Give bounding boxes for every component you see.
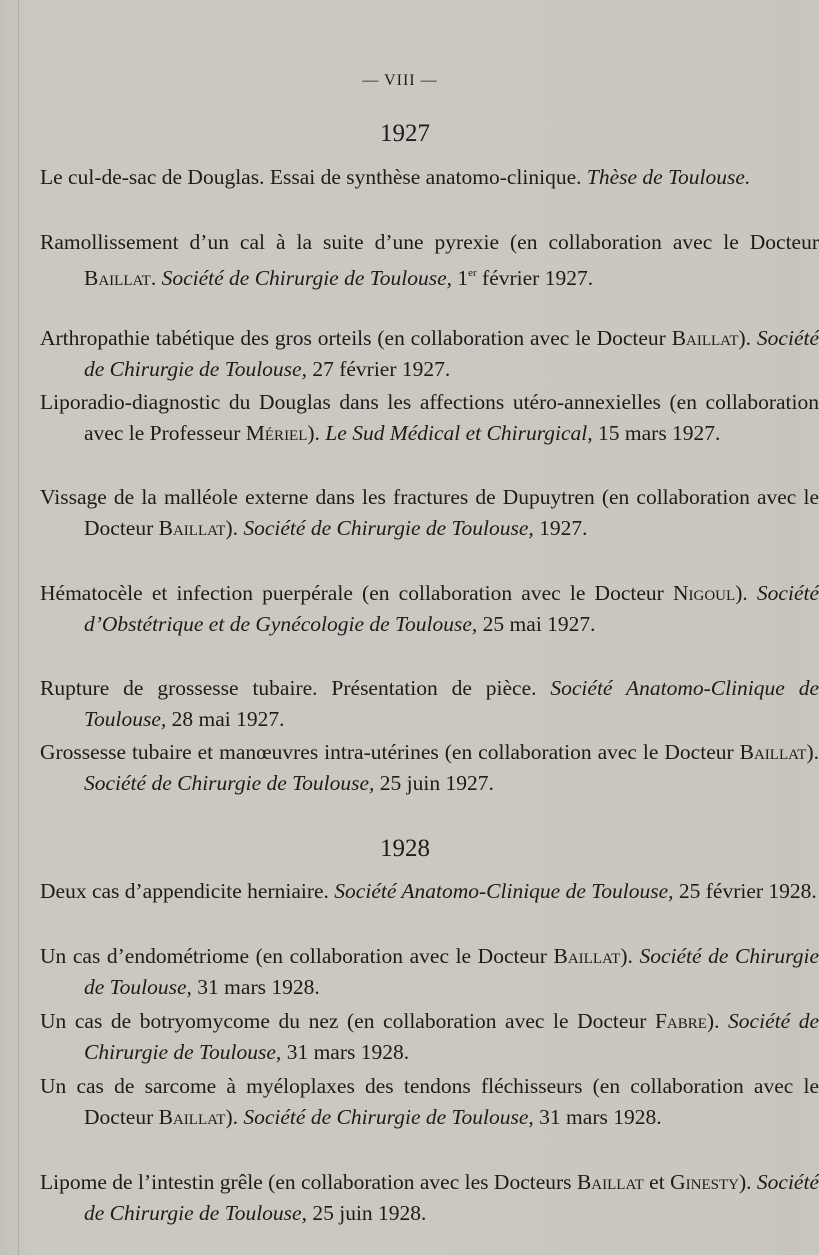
bibliography-entry: Lipome de l’intestin grêle (en collaboration avec les Docteurs Baillat et Ginesty). Société de Chirurgie de Toulouse, 25 juin 1928.	[40, 1170, 819, 1225]
bibliography-entry: Grossesse tubaire et manœuvres intra-utérines (en collaboration avec le Docteur Baillat). Société de Chirurgie de Toulouse, 25 juin 1927.	[40, 740, 819, 795]
bibliography-entry: Hématocèle et infection puerpérale (en collaboration avec le Docteur Nigoul). Société d’Obstétrique et de Gynécologie de Toulouse, 25 mai 1927.	[40, 581, 819, 636]
page-number: — VIII —	[362, 72, 438, 89]
bibliography-entry: Ramollissement d’un cal à la suite d’une pyrexie (en collaboration avec le Docteur Baillat. Société de Chirurgie de Toulouse, 1er février 1927.	[40, 230, 819, 290]
bibliography-entry: Un cas d’endométriome (en collaboration avec le Docteur Baillat). Société de Chirurgie de Toulouse, 31 mars 1928.	[40, 944, 819, 999]
bibliography-entry: Un cas de botryomycome du nez (en collaboration avec le Docteur Fabre). Société de Chirurgie de Toulouse, 31 mars 1928.	[40, 1009, 819, 1064]
bibliography-entry: Le cul-de-sac de Douglas. Essai de synthèse anatomo-clinique. Thèse de Toulouse.	[40, 165, 751, 189]
bibliography-entry: Liporadio-diagnostic du Douglas dans les affections utéro-annexielles (en collaboration avec le Professeur Mériel). Le Sud Médical et Chirurgical, 15 mars 1927.	[40, 390, 819, 445]
year-heading-1928: 1928	[380, 835, 430, 862]
year-heading-1927: 1927	[380, 120, 430, 147]
bibliography-entry: Rupture de grossesse tubaire. Présentation de pièce. Société Anatomo-Clinique de Toulouse, 28 mai 1927.	[40, 676, 819, 731]
bibliography-entry: Un cas de sarcome à myéloplaxes des tendons fléchisseurs (en collaboration avec le Docteur Baillat). Société de Chirurgie de Toulouse, 31 mars 1928.	[40, 1074, 819, 1129]
bibliography-entry: Deux cas d’appendicite herniaire. Société Anatomo-Clinique de Toulouse, 25 février 1928.	[40, 879, 817, 903]
bibliography-entry: Arthropathie tabétique des gros orteils (en collaboration avec le Docteur Baillat). Société de Chirurgie de Toulouse, 27 février 1927.	[40, 326, 819, 381]
page-edge-line	[18, 0, 19, 1255]
bibliography-entry: Vissage de la malléole externe dans les fractures de Dupuytren (en collaboration avec le Docteur Baillat). Société de Chirurgie de Toulouse, 1927.	[40, 485, 819, 540]
